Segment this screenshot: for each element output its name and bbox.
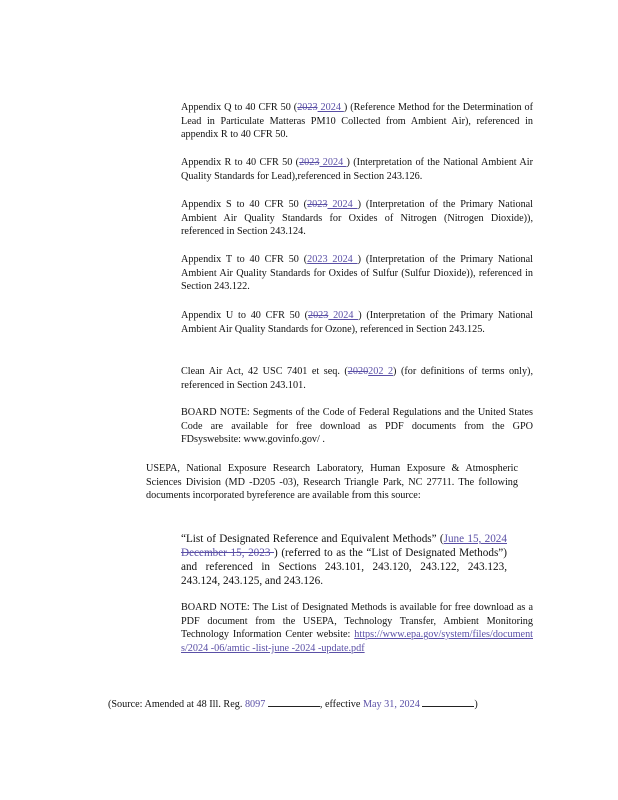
source-suffix: ) xyxy=(474,699,478,710)
usepa-lab-entry xyxy=(146,462,518,503)
effective-date: May 31, 2024 xyxy=(362,699,420,710)
register-number: 8097 xyxy=(244,699,266,710)
board-note-text: BOARD NOTE: The List of Designated Methods is available for free download as a PDF document from the USEPA, Technology Transfer, Ambient Monitoring Technology Information Center website: xyxy=(181,602,533,641)
usepa-lab-text: USEPA, National Exposure Research Laboratory, Human Exposure & Atmospheric Sciences Division (MD -D205 -03), Research Triangle Park, NC 27711. The following documents incorporated byreference are available from this source: xyxy=(146,463,518,502)
entry-text: Appendix S to 40 CFR 50 ( xyxy=(181,199,308,210)
entry-text: ) (Interpretation of the Primary National Ambient Air Quality Standards for Ozone), referenced in Section 243.125. xyxy=(181,310,534,335)
entry-list-designated-methods xyxy=(181,532,507,588)
inserted-year: 202 2 xyxy=(368,366,394,377)
entry-text: ) (Interpretation of the Primary National Ambient Air Quality Standards for Oxides of Nitrogen (Nitrogen Dioxide)), referenced in Section 243.124. xyxy=(181,199,534,238)
deleted-year: 2023 xyxy=(307,199,328,210)
entry-text: Appendix T to 40 CFR 50 ( xyxy=(181,254,308,265)
deleted-year: 2023 xyxy=(299,157,320,168)
board-note-text: BOARD NOTE: Segments of the Code of Federal Regulations and the United States Code are available for free download as PDF documents from the GPO FDsyswebsite: www.govinfo.gov/ . xyxy=(181,407,533,446)
inserted-year: 2024 xyxy=(319,157,347,168)
entry-text: ) (referred to as the “List of Designated Methods”) and referenced in Sections 243.101, 243.120, 243.122, 243.123, 243.124, 243.125, and 243.126. xyxy=(181,547,507,587)
deleted-date: December 15, 2023 xyxy=(181,547,275,559)
entry-text: Appendix Q to 40 CFR 50 ( xyxy=(181,102,298,113)
entry-appendix-q xyxy=(181,101,533,142)
source-effective-label: , effective xyxy=(319,699,361,710)
entry-appendix-s xyxy=(181,198,533,239)
entry-text: Appendix U to 40 CFR 50 ( xyxy=(181,310,308,321)
deleted-year: 2023 xyxy=(307,310,329,321)
entry-appendix-t xyxy=(181,253,533,294)
entry-text: Clean Air Act, 42 USC 7401 et seq. ( xyxy=(181,366,348,377)
entry-title: “List of Designated Reference and Equivalent Methods” ( xyxy=(181,533,444,545)
entry-appendix-r xyxy=(181,156,533,183)
board-note-amtic xyxy=(181,601,533,655)
inserted-year: 2024 xyxy=(328,310,359,321)
inserted-date: June 15, 2024 xyxy=(443,533,507,545)
entry-text: Appendix R to 40 CFR 50 ( xyxy=(181,157,300,168)
inserted-year: 2023 2024 xyxy=(307,254,358,265)
deleted-year: 2023 xyxy=(297,102,318,113)
amtic-download-link[interactable]: https://www.epa.gov/system/files/documents/2024 -06/amtic -list-june -2024 -update.pdf xyxy=(181,629,533,654)
entry-clean-air-act xyxy=(181,365,533,392)
entry-appendix-u xyxy=(181,309,533,336)
entry-text: ) (Interpretation of the Primary National Ambient Air Quality Standards for Oxides of Sulfur (Sulfur Dioxide)), referenced in Section 243.122. xyxy=(181,254,534,293)
deleted-year: 2020 xyxy=(347,366,369,377)
entry-text: ) (Reference Method for the Determination of Lead in Particulate Matteras PM10 Collected from Ambient Air), referenced in appendix R to 40 CFR 50. xyxy=(181,102,533,141)
blank-line xyxy=(268,697,320,707)
inserted-year: 2024 xyxy=(317,102,344,113)
inserted-year: 2024 xyxy=(327,199,358,210)
entry-text: ) (Interpretation of the National Ambient Air Quality Standards for Lead),referenced in Section 243.126. xyxy=(181,157,534,182)
source-prefix: (Source: Amended at 48 Ill. Reg. xyxy=(108,699,243,710)
source-note xyxy=(108,697,538,712)
board-note-cfr xyxy=(181,406,533,447)
entry-text: ) (for definitions of terms only), referenced in Section 243.101. xyxy=(181,366,533,391)
blank-line xyxy=(422,697,474,707)
